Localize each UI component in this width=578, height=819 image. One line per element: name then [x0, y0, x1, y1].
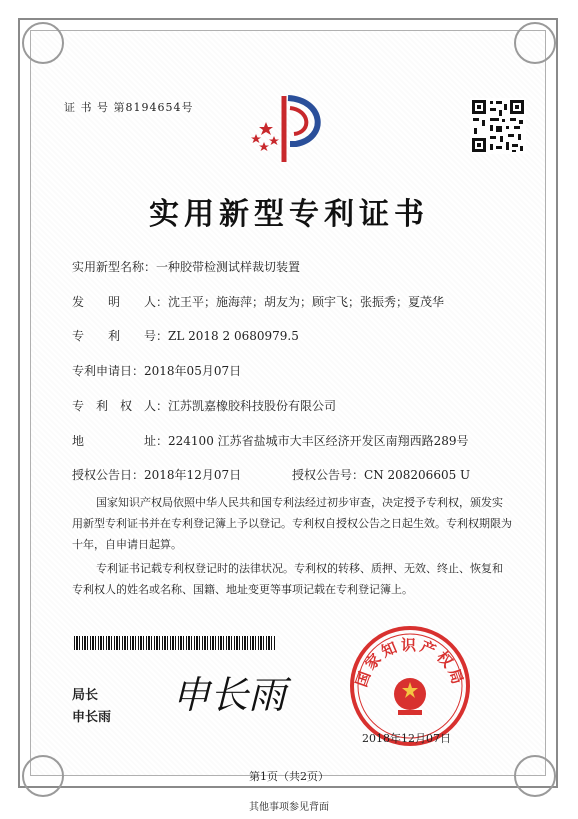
- inventor-value: 沈王平；施海萍；胡友为；顾宇飞；张振秀；夏茂华: [168, 295, 445, 309]
- inventor-label: 发 明 人：: [72, 295, 169, 309]
- patent-number-value: ZL 2018 2 0680979.5: [168, 329, 299, 343]
- utility-model-name-value: 一种胶带检测试样裁切装置: [156, 260, 301, 274]
- address-row: [72, 432, 469, 449]
- patent-number-row: [72, 327, 299, 344]
- grant-date-value: 2018年12月07日: [144, 468, 242, 482]
- utility-model-name-row: [72, 258, 300, 275]
- qr-code-icon: [470, 98, 526, 154]
- utility-model-name-label: 实用新型名称：: [72, 260, 157, 274]
- corner-ornament-top-right: [514, 22, 556, 64]
- grant-number-value: CN 208206605 U: [364, 468, 471, 482]
- legal-status-paragraph: 专利证书记载专利权登记时的法律状况。专利权的转移、质押、无效、终止、恢复和专利权人的姓名或名称、国籍、地址变更等事项记载在专利登记簿上。: [72, 562, 503, 596]
- patent-office-logo-icon: [244, 88, 336, 168]
- patent-number-label: 专 利 号：: [72, 329, 169, 343]
- barcode: [74, 636, 276, 650]
- grant-date-label: 授权公告日：: [72, 468, 145, 482]
- grant-statement-paragraph: 国家知识产权局依照中华人民共和国专利法经过初步审查，决定授予专利权，颁发实用新型专利证书并在专利登记簿上予以登记。专利权自授权公告之日起生效。专利权期限为十年，自申请日起算。: [72, 496, 512, 551]
- grant-number-row: [292, 466, 470, 483]
- patentee-row: [72, 397, 336, 414]
- filing-date-row: [72, 362, 241, 379]
- filing-date-label: 专利申请日：: [72, 364, 145, 378]
- page-number: 第1页（共2页）: [249, 770, 329, 783]
- svg-text:申长雨: 申长雨: [172, 673, 287, 717]
- seal-date: 2018年12月07日: [362, 732, 451, 745]
- patentee-label: 专 利 权 人：: [72, 399, 169, 413]
- address-value: 224100 江苏省盐城市大丰区经济开发区南翔西路289号: [168, 434, 469, 448]
- grant-number-label: 授权公告号：: [292, 468, 365, 482]
- filing-date-value: 2018年05月07日: [144, 364, 242, 378]
- document-title: 实用新型专利证书: [149, 197, 429, 232]
- corner-ornament-top-left: [22, 22, 64, 64]
- patentee-value: 江苏凯嘉橡胶科技股份有限公司: [168, 399, 337, 413]
- director-name-label: 申长雨: [72, 710, 112, 725]
- certificate-number: 证 书 号 第8194654号: [64, 101, 194, 114]
- director-signature: [168, 668, 298, 718]
- svg-text:国家知识产权局: 国家知识产权局: [352, 636, 468, 690]
- inventor-row: [72, 293, 444, 310]
- director-title-label: 局长: [72, 688, 99, 703]
- address-label: 地 址：: [72, 434, 169, 448]
- grant-date-row: [72, 466, 241, 483]
- footer-note: 其他事项参见背面: [249, 802, 329, 813]
